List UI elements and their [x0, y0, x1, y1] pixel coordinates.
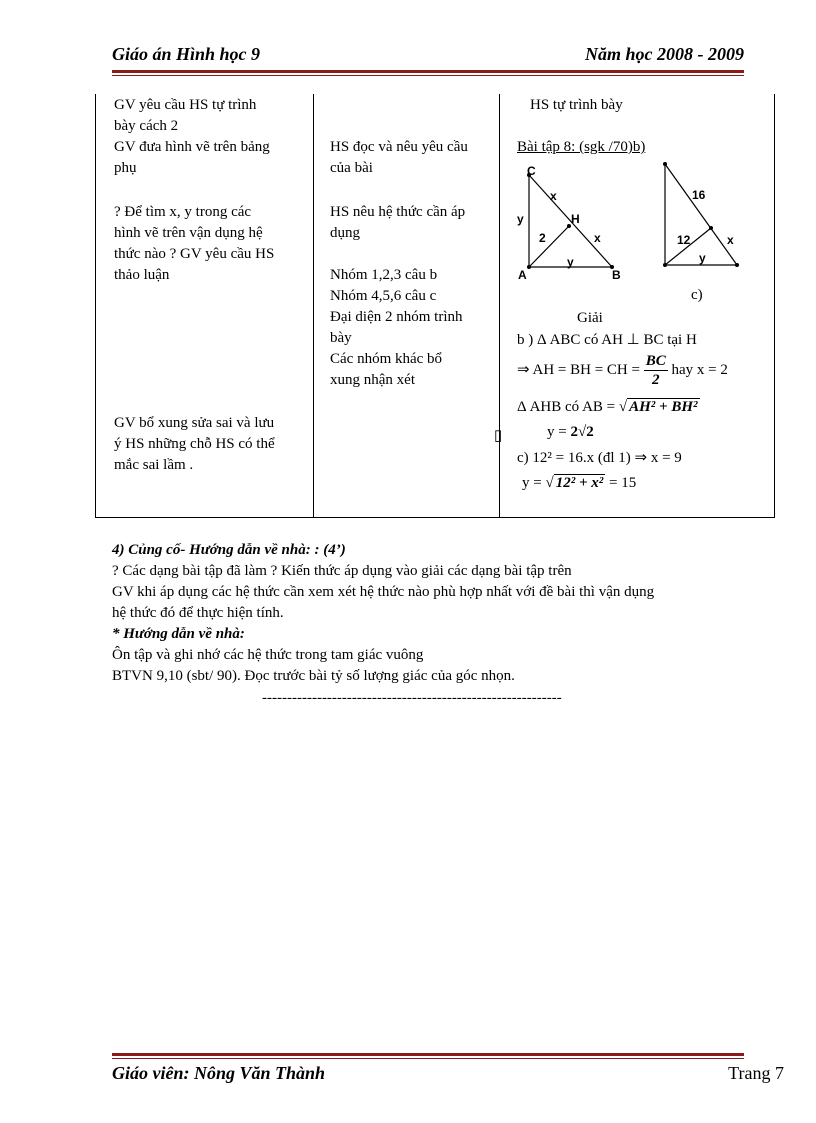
- y-value: 2√2: [570, 424, 594, 440]
- figure-c-label: c): [691, 287, 703, 303]
- column-divider-2: [499, 94, 500, 517]
- figure-c-triangle: [655, 155, 750, 275]
- col1-line: hình vẽ trên vận dụng hệ: [114, 225, 263, 241]
- header-year: Năm học 2008 - 2009: [585, 44, 744, 64]
- col1-line: thức nào ? GV yêu cầu HS: [114, 246, 275, 262]
- col2-line: xung nhận xét: [330, 372, 415, 388]
- label-x: x: [727, 233, 734, 247]
- col1-line: GV đưa hình vẽ trên bảng: [114, 139, 270, 155]
- fraction-bc-over-2: $\frac{BC}{2}$: [645, 353, 666, 388]
- solution-c-line1: c) 12² = 16.x (đl 1) ⇒ x = 9: [517, 450, 682, 466]
- page-number: Trang 7: [728, 1063, 784, 1083]
- section-line: GV khi áp dụng các hệ thức cần xem xét hệ thức nào phù hợp nhất với đề bài thì vận dụng: [112, 584, 655, 600]
- col1-line: thảo luận: [114, 267, 170, 283]
- sqrt-ah-bh: AH² + BH²: [629, 399, 698, 415]
- figure-b-triangle: [512, 160, 632, 282]
- label-B: B: [612, 268, 621, 282]
- label-x-top: x: [550, 189, 557, 203]
- section-line: Ôn tập và ghi nhớ các hệ thức trong tam giác vuông: [112, 647, 424, 663]
- solution-b-line1: b ) Δ ABC có AH ⊥ BC tại H: [517, 332, 697, 348]
- exercise-title: Bài tập 8: (sgk /70)b): [517, 139, 646, 155]
- label-C: C: [527, 164, 536, 178]
- page-footer: [112, 1063, 784, 1087]
- footer-rule-thick: [112, 1053, 744, 1056]
- col1-line: bày cách 2: [114, 118, 179, 134]
- label-y: y: [699, 251, 706, 265]
- label-A: A: [518, 268, 527, 282]
- homework-heading: * Hướng dẫn về nhà:: [112, 626, 245, 642]
- col2-line: HS đọc và nêu yêu cầu: [330, 139, 468, 155]
- solution-b-line2: ⇒ AH = BH = CH = $\frac{BC}{2}$ hay x = 2: [517, 353, 728, 388]
- label-H: H: [571, 212, 580, 226]
- col1-line: ý HS những chỗ HS có thể: [114, 436, 275, 452]
- section-line: BTVN 9,10 (sbt/ 90). Đọc trước bài tỷ số lượng giác của góc nhọn.: [112, 668, 515, 684]
- stray-mark: ▯: [494, 428, 503, 444]
- label-y-left: y: [517, 212, 524, 226]
- label-16: 16: [692, 188, 706, 202]
- solution-b-line4: y = 2√2: [547, 424, 594, 440]
- sqrt-12-x: 12² + x²: [555, 475, 604, 491]
- label-x-right: x: [594, 231, 601, 245]
- solution-b-line3: Δ AHB có AB = √ AH² + BH²: [517, 399, 698, 415]
- col2-line: dụng: [330, 225, 360, 241]
- col2-line: bày: [330, 330, 352, 346]
- col2-line: HS nêu hệ thức cần áp: [330, 204, 466, 220]
- col2-line: Nhóm 1,2,3 câu b: [330, 267, 438, 283]
- footer-rule-thin: [112, 1058, 744, 1059]
- col3-present: HS tự trình bày: [530, 97, 623, 113]
- header-rule-thick: [112, 70, 744, 73]
- col1-line: ? Để tìm x, y trong các: [114, 204, 252, 220]
- section-line: hệ thức đó để thực hiện tính.: [112, 605, 284, 621]
- solution-heading: Giải: [577, 310, 603, 326]
- header-rule-thin: [112, 75, 744, 76]
- col2-line: Đại diện 2 nhóm trình: [330, 309, 463, 325]
- col1-line: GV bổ xung sửa sai và lưu: [114, 415, 275, 431]
- section-title: 4) Củng cố- Hướng dẫn về nhà: : (4’): [112, 542, 346, 558]
- header-title: Giáo án Hình học 9: [112, 44, 261, 64]
- column-divider-1: [313, 94, 314, 517]
- page-header: [112, 44, 744, 68]
- col1-line: phụ: [114, 160, 137, 176]
- col1-line: mắc sai lầm .: [114, 457, 194, 473]
- dashed-separator: ------------------------------------------------------------: [262, 690, 562, 706]
- solution-c-line2: y = √ 12² + x² = 15: [522, 475, 637, 491]
- label-2: 2: [539, 231, 546, 245]
- col2-line: Nhóm 4,5,6 câu c: [330, 288, 437, 304]
- col2-line: của bài: [330, 160, 373, 176]
- section-line: ? Các dạng bài tập đã làm ? Kiến thức áp dụng vào giải các dạng bài tập trên: [112, 563, 572, 579]
- label-y-bottom: y: [567, 255, 574, 269]
- label-12: 12: [677, 233, 691, 247]
- col2-line: Các nhóm khác bổ: [330, 351, 443, 367]
- col1-line: GV yêu cầu HS tự trình: [114, 97, 257, 113]
- teacher-name: Giáo viên: Nông Văn Thành: [112, 1063, 326, 1083]
